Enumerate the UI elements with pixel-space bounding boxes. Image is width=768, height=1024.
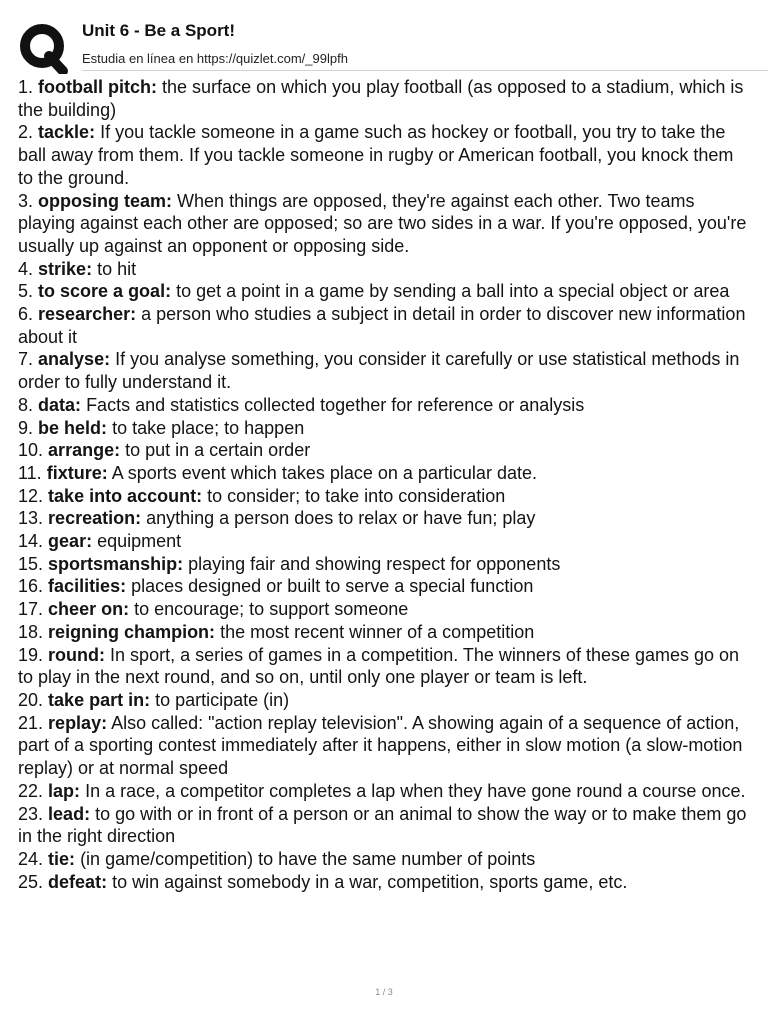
term-number: 8. — [18, 394, 34, 415]
term-name: replay: — [48, 712, 108, 733]
term-definition: Facts and statistics collected together for reference or analysis — [86, 394, 585, 415]
study-online-url: Estudia en línea en https://quizlet.com/_99lpfh — [82, 51, 348, 66]
term-number: 14. — [18, 531, 44, 552]
term-name: opposing team: — [38, 190, 173, 211]
term-name: sportsmanship: — [48, 553, 184, 574]
quizlet-q-logo-icon — [18, 22, 70, 74]
term-definition: to put in a certain order — [125, 440, 311, 461]
term-definition: playing fair and showing respect for opponents — [188, 553, 561, 574]
term-definition: to win against somebody in a war, competition, sports game, etc. — [112, 871, 628, 892]
term-number: 15. — [18, 553, 44, 574]
term-definition: If you tackle someone in a game such as hockey or football, you try to take the ball away from them. If you tackle someone in rugby or American football, you knock them to the ground. — [18, 122, 734, 188]
term-name: lead: — [48, 803, 91, 824]
term-number: 6. — [18, 304, 34, 325]
term-number: 18. — [18, 621, 44, 642]
term-number: 1. — [18, 77, 34, 97]
vocabulary-list — [18, 76, 752, 893]
term-definition: to go with or in front of a person or an animal to show the way or to make them go in the right direction — [18, 803, 747, 847]
term-definition: If you analyse something, you consider it carefully or use statistical methods in order to fully understand it. — [18, 349, 740, 393]
term-item — [18, 530, 752, 553]
term-item — [18, 575, 752, 598]
term-name: take into account: — [48, 485, 203, 506]
term-number: 19. — [18, 644, 44, 665]
term-item — [18, 871, 752, 894]
term-name: reigning champion: — [48, 621, 216, 642]
term-item — [18, 553, 752, 576]
header-divider — [82, 70, 768, 71]
term-number: 21. — [18, 712, 44, 733]
term-item — [18, 598, 752, 621]
term-name: lap: — [48, 780, 81, 801]
term-definition: to take place; to happen — [112, 417, 305, 438]
term-definition: In a race, a competitor completes a lap when they have gone round a course once. — [85, 780, 746, 801]
term-name: round: — [48, 644, 106, 665]
term-number: 11. — [18, 462, 42, 483]
term-definition: to hit — [97, 258, 137, 279]
term-definition: the surface on which you play football (as opposed to a stadium, which is the building) — [18, 77, 744, 120]
term-number: 5. — [18, 281, 34, 302]
term-item — [18, 348, 752, 393]
term-name: tie: — [48, 848, 76, 869]
term-name: be held: — [38, 417, 108, 438]
term-item — [18, 803, 752, 848]
page-number: 1 / 3 — [375, 987, 393, 997]
term-item — [18, 485, 752, 508]
term-name: take part in: — [48, 689, 151, 710]
term-number: 7. — [18, 349, 34, 370]
term-name: defeat: — [48, 871, 108, 892]
term-name: arrange: — [48, 440, 121, 461]
term-definition: a person who studies a subject in detail in order to discover new information about it — [18, 304, 746, 347]
term-number: 23. — [18, 803, 44, 824]
term-item — [18, 190, 752, 258]
term-definition: to consider; to take into consideration — [207, 485, 506, 506]
term-name: fixture: — [46, 462, 108, 483]
term-item — [18, 258, 752, 281]
term-number: 3. — [18, 190, 34, 211]
term-definition: Also called: "action replay television". A showing again of a sequence of action, part of a sporting contest immediately after it happens, either in slow motion (a slow-motion replay) or at normal speed — [18, 712, 743, 779]
term-definition: the most recent winner of a competition — [220, 621, 535, 642]
term-name: data: — [38, 394, 82, 415]
term-item — [18, 712, 752, 780]
term-number: 16. — [18, 576, 44, 597]
term-name: football pitch: — [38, 77, 158, 97]
term-item — [18, 394, 752, 417]
term-item — [18, 462, 752, 485]
document-header — [18, 18, 750, 72]
term-number: 22. — [18, 780, 44, 801]
term-number: 17. — [18, 599, 44, 620]
term-number: 12. — [18, 485, 44, 506]
term-definition: equipment — [97, 531, 182, 552]
term-item — [18, 417, 752, 440]
term-definition: A sports event which takes place on a particular date. — [111, 462, 537, 483]
term-number: 4. — [18, 258, 34, 279]
term-definition: to participate (in) — [155, 689, 290, 710]
term-item — [18, 689, 752, 712]
term-definition: (in game/competition) to have the same number of points — [80, 848, 536, 869]
term-item — [18, 303, 752, 348]
term-number: 2. — [18, 122, 34, 143]
term-name: analyse: — [38, 349, 111, 370]
term-number: 9. — [18, 417, 34, 438]
term-definition: In sport, a series of games in a competition. The winners of these games go on to play in the next round, and so on, until only one player or team is left. — [18, 644, 740, 688]
term-name: facilities: — [48, 576, 127, 597]
term-definition: to encourage; to support someone — [134, 599, 409, 620]
document-title: Unit 6 - Be a Sport! — [82, 21, 236, 40]
term-name: to score a goal: — [38, 281, 172, 302]
term-item — [18, 780, 752, 803]
term-number: 25. — [18, 871, 44, 892]
term-number: 10. — [18, 440, 44, 461]
term-number: 13. — [18, 508, 44, 529]
term-item — [18, 644, 752, 689]
term-item — [18, 507, 752, 530]
term-definition: places designed or built to serve a special function — [131, 576, 534, 597]
term-item — [18, 121, 752, 189]
term-name: researcher: — [38, 304, 137, 325]
term-number: 20. — [18, 689, 44, 710]
term-name: cheer on: — [48, 599, 130, 620]
term-name: gear: — [48, 531, 93, 552]
term-definition: When things are opposed, they're against each other. Two teams playing against each other are opposed; so are two sides in a war. If you're opposed, you're usually up against an opponent or opposing side. — [18, 190, 747, 256]
term-item — [18, 280, 752, 303]
term-item — [18, 76, 752, 121]
term-item — [18, 439, 752, 462]
term-item — [18, 621, 752, 644]
term-name: strike: — [38, 258, 93, 279]
term-definition: to get a point in a game by sending a ball into a special object or area — [176, 281, 730, 302]
term-number: 24. — [18, 848, 44, 869]
term-definition: anything a person does to relax or have fun; play — [146, 508, 536, 529]
term-name: tackle: — [38, 122, 96, 143]
term-item — [18, 848, 752, 871]
term-name: recreation: — [48, 508, 142, 529]
